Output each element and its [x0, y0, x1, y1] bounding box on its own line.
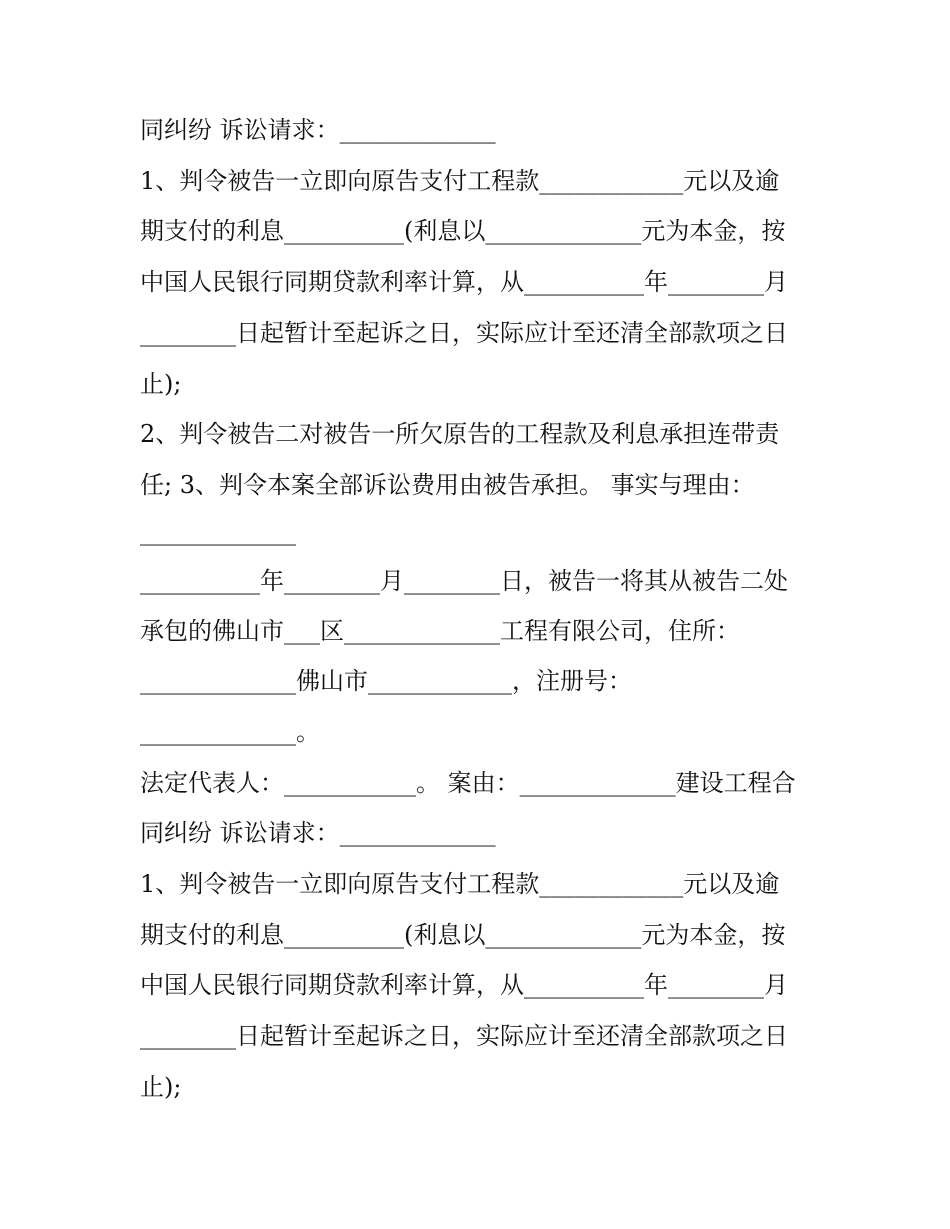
text-line: 中国人民银行同期贷款利率计算，从__________年________月 [140, 971, 788, 999]
text-line: 中国人民银行同期贷款利率计算，从__________年________月 [140, 268, 788, 296]
text-line: ________日起暂计至起诉之日，实际应计至还清全部款项之日 [140, 1022, 788, 1050]
text-line: _____________佛山市____________，注册号： [140, 667, 632, 695]
text-line: 同纠纷 诉讼请求：_____________ [140, 819, 496, 847]
text-line: 止); [140, 1073, 182, 1101]
text-line: _____________。 [140, 718, 320, 746]
text-line: 承包的佛山市___区_____________工程有限公司，住所： [140, 617, 740, 645]
text-line: 期支付的利息__________(利息以_____________元为本金，按 [140, 217, 786, 245]
text-line: 任; 3、判令本案全部诉讼费用由被告承担。 事实与理由： [140, 471, 755, 499]
text-line: 2、判令被告二对被告一所欠原告的工程款及利息承担连带责 [140, 420, 780, 448]
text-line: __________年________月________日，被告一将其从被告二处 [140, 567, 788, 595]
text-line: 期支付的利息__________(利息以_____________元为本金，按 [140, 921, 786, 949]
text-line: 1、判令被告一立即向原告支付工程款____________元以及逾 [140, 167, 780, 195]
text-line: _____________ [140, 518, 296, 546]
text-line: 同纠纷 诉讼请求：_____________ [140, 116, 496, 144]
text-line: 1、判令被告一立即向原告支付工程款____________元以及逾 [140, 870, 780, 898]
text-line: 止); [140, 370, 182, 398]
text-line: 法定代表人：___________。 案由：_____________建设工程合 [140, 769, 796, 797]
text-line: ________日起暂计至起诉之日，实际应计至还清全部款项之日 [140, 319, 788, 347]
